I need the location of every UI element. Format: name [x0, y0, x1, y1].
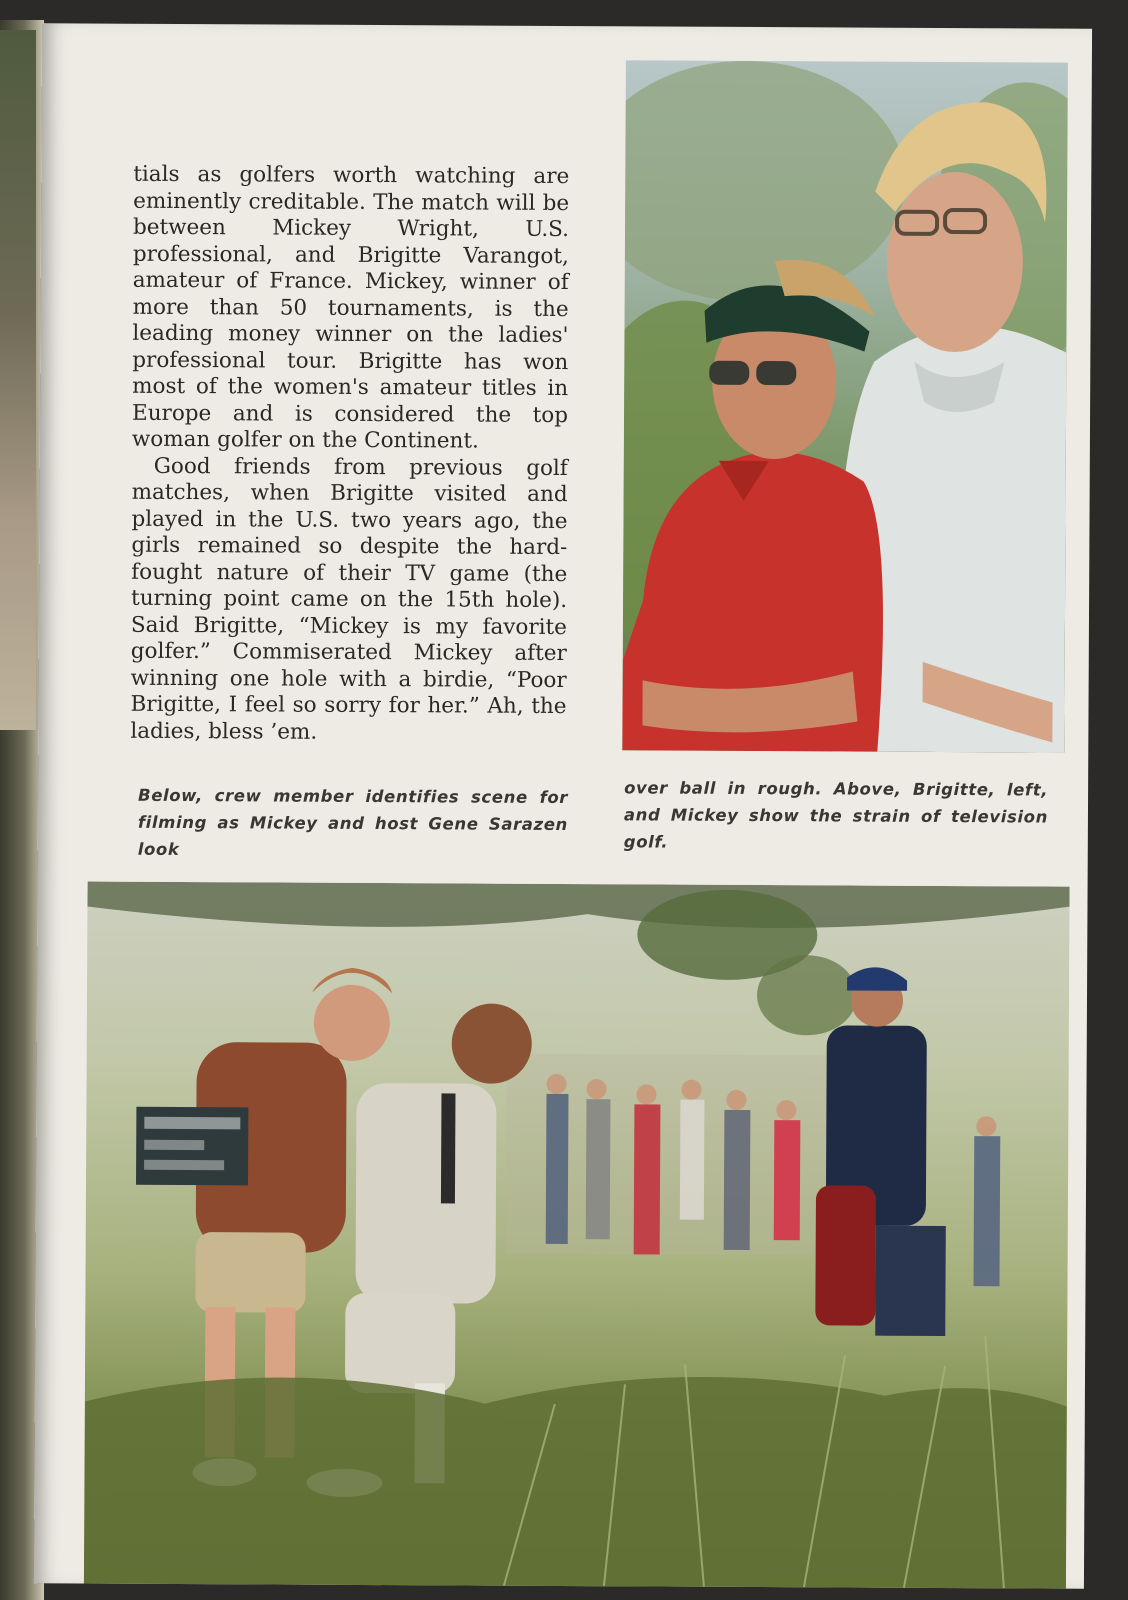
article-paragraph-2: Good friends from previous golf matches, when Brigitte visited and played in the U.S. two years ago, the girls remained so despite the hard-fought nature of their TV game (the turning point came on the 15th hole). Said Brigitte, “Mickey is my favorite golfer.” Commiserated Mickey after winning one hole with a birdie, “Poor Brigitte, I feel so sorry for her.” Ah, the ladies, bless ’em.: [130, 453, 568, 745]
left-page-photo-strip: [0, 30, 36, 730]
photo-filming-in-rough: [84, 882, 1070, 1589]
magazine-page: [34, 23, 1092, 1588]
caption-right: over ball in rough. Above, Brigitte, left, and Mickey show the strain of television golf.: [623, 778, 1049, 852]
article-body: [130, 162, 569, 747]
caption-left: Below, crew member identifies scene for filming as Mickey and host Gene Sarazen look: [137, 785, 569, 859]
photo-brigitte-and-mickey: [622, 60, 1068, 752]
article-paragraph-1: tials as golfers worth watching are eminently creditable. The match will be between Mickey Wright, U.S. professional, and Brigitte Varangot, amateur of France. Mickey, winner of more than 50 tournaments, is the leading money winner on the ladies' professional tour. Brigitte has won most of the women's amateur titles in Europe and is considered the top woman golfer on the Continent.: [131, 161, 570, 454]
